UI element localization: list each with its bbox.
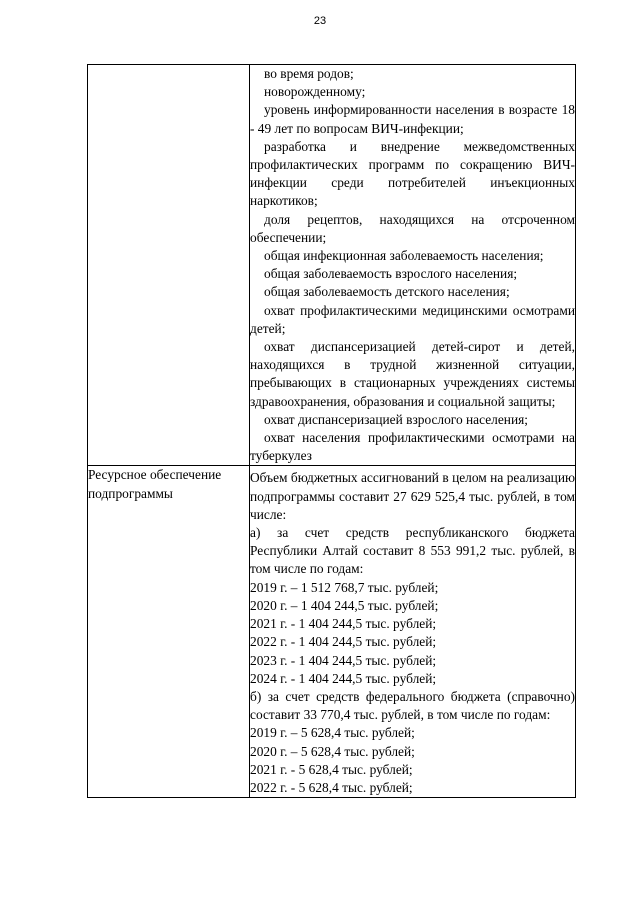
budget-year-a: 2022 г. - 1 404 244,5 тыс. рублей; [250,634,437,650]
budget-year-b: 2020 г. – 5 628,4 тыс. рублей; [250,743,415,759]
indicator-item: общая инфекционная заболеваемость населения; [264,248,544,264]
indicator-item: разработка и внедрение межведомственных профилактических программ по сокращению ВИЧ-инфекции среди потребителей инъекционных наркотиков; [250,138,575,209]
indicator-item: доля рецептов, находящихся на отсроченном обеспечении; [250,211,575,245]
budget-year-a: 2019 г. – 1 512 768,7 тыс. рублей; [250,579,439,595]
budget-year-a: 2024 г. - 1 404 244,5 тыс. рублей; [250,670,437,686]
indicator-item: новорожденному; [264,84,366,100]
row2-label: Ресурсное обеспечение подпрограммы [88,467,222,501]
row2-label-cell [88,466,250,798]
page-number: 23 [313,15,327,27]
row2-content-cell [250,466,576,798]
budget-year-a: 2023 г. - 1 404 244,5 тыс. рублей; [250,652,437,668]
indicator-item: во время родов; [264,66,354,81]
indicator-item: охват населения профилактическими осмотрами на туберкулез [250,430,575,464]
indicator-item: охват профилактическими медицинскими осмотрами детей; [250,302,575,336]
budget-year-b: 2019 г. – 5 628,4 тыс. рублей; [250,725,415,741]
row1-content-cell [250,65,576,466]
budget-intro: Объем бюджетных ассигнований в целом на реализацию подпрограммы составит 27 629 525,4 тыс. рублей, в том числе: [250,470,575,522]
indicator-item: охват диспансеризацией взрослого населения; [264,411,528,427]
budget-section-b: б) за счет средств федерального бюджета (справочно) составит 33 770,4 тыс. рублей, в том числе по годам: [250,688,575,723]
indicator-item: общая заболеваемость детского населения; [264,284,510,300]
indicator-item: охват диспансеризацией детей-сирот и детей, находящихся в трудной жизненной ситуации, пребывающих в стационарных учреждениях системы здравоохранения, образования и социальной защиты; [250,339,575,409]
budget-year-b: 2022 г. - 5 628,4 тыс. рублей; [250,779,413,795]
passport-table [87,64,576,798]
budget-year-a: 2020 г. – 1 404 244,5 тыс. рублей; [250,597,439,613]
indicator-item: общая заболеваемость взрослого населения; [264,266,518,282]
budget-section-a: а) за счет средств республиканского бюджета Республики Алтай составит 8 553 991,2 тыс. рублей, в том числе по годам: [250,525,575,577]
budget-year-b: 2021 г. - 5 628,4 тыс. рублей; [250,761,413,777]
table-row-indicators [88,65,576,466]
table-row-resources [88,466,576,798]
budget-year-a: 2021 г. - 1 404 244,5 тыс. рублей; [250,616,437,632]
indicator-item: уровень информированности населения в возрасте 18 - 49 лет по вопросам ВИЧ-инфекции; [250,102,575,136]
row1-label-cell [88,65,250,466]
